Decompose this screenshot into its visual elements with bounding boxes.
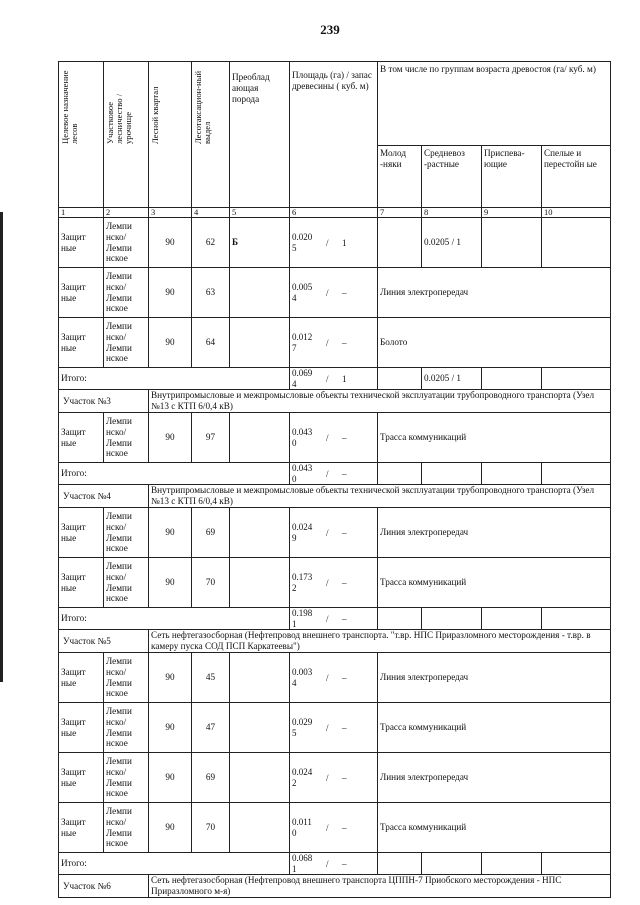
young-cell bbox=[378, 463, 422, 485]
breed-cell bbox=[230, 413, 290, 463]
area-volume-cell bbox=[290, 368, 378, 390]
area-value: 0.012 7 bbox=[292, 332, 313, 353]
note-cell: Линия электропередач bbox=[378, 508, 611, 558]
note-cell: Трасса коммуникаций bbox=[378, 703, 611, 753]
breed-cell bbox=[230, 653, 290, 703]
volume-value: – bbox=[342, 822, 347, 833]
volume-value: – bbox=[342, 468, 347, 479]
total-row bbox=[59, 463, 611, 485]
quarter-cell: 90 bbox=[149, 558, 192, 608]
forestry-cell: Лемпи нско/ Лемпи нское bbox=[104, 558, 149, 608]
area-separator: / bbox=[326, 858, 329, 869]
volume-value: – bbox=[342, 337, 347, 348]
table-row bbox=[59, 753, 611, 803]
area-volume-cell bbox=[290, 653, 378, 703]
mature-cell bbox=[542, 853, 611, 875]
area-value: 0.068 1 bbox=[292, 853, 313, 874]
section-description: Сеть нефтегазосборная (Нефтепровод внешнего транспорта ЦППН-7 Приобского месторождения - НПС Приразломного м-я) bbox=[149, 875, 611, 898]
section-label: Участок №6 bbox=[59, 875, 149, 898]
total-label: Итого: bbox=[59, 608, 290, 630]
area-volume-cell bbox=[290, 703, 378, 753]
plot-cell: 70 bbox=[192, 803, 230, 853]
breed-cell bbox=[230, 803, 290, 853]
table-row bbox=[59, 218, 611, 268]
quarter-cell: 90 bbox=[149, 653, 192, 703]
plot-cell: 69 bbox=[192, 508, 230, 558]
purpose-cell: Защит ные bbox=[59, 803, 104, 853]
breed-cell: Б bbox=[230, 218, 290, 268]
area-value: 0.043 0 bbox=[292, 463, 313, 484]
header-ripening: Приспева-ющие bbox=[482, 146, 542, 208]
table-row bbox=[59, 558, 611, 608]
purpose-cell: Защит ные bbox=[59, 703, 104, 753]
table-row bbox=[59, 318, 611, 368]
total-row bbox=[59, 608, 611, 630]
table-row bbox=[59, 803, 611, 853]
area-separator: / bbox=[326, 613, 329, 624]
area-value: 0.011 0 bbox=[292, 817, 312, 838]
quarter-cell: 90 bbox=[149, 318, 192, 368]
area-value: 0.173 2 bbox=[292, 572, 313, 593]
breed-cell bbox=[230, 753, 290, 803]
area-separator: / bbox=[326, 577, 329, 588]
volume-value: – bbox=[342, 672, 347, 683]
forestry-cell: Лемпи нско/ Лемпи нское bbox=[104, 703, 149, 753]
section-description: Внутрипромысловые и межпромысловые объекты технической эксплуатации трубопроводного транспорта (Узел №13 с КТП 6/0,4 кВ) bbox=[149, 390, 611, 413]
quarter-cell: 90 bbox=[149, 508, 192, 558]
table-row bbox=[59, 508, 611, 558]
middle-age-cell: 0.0205 / 1 bbox=[422, 368, 482, 390]
purpose-cell: Защит ные bbox=[59, 268, 104, 318]
area-separator: / bbox=[326, 822, 329, 833]
breed-cell bbox=[230, 268, 290, 318]
header-quarter: Лесной квартал bbox=[149, 62, 192, 208]
breed-cell bbox=[230, 318, 290, 368]
section-header-row bbox=[59, 485, 611, 508]
area-separator: / bbox=[326, 468, 329, 479]
area-value: 0.198 1 bbox=[292, 608, 313, 629]
volume-value: – bbox=[342, 772, 347, 783]
section-description: Сеть нефтегазосборная (Нефтепровод внешнего транспорта. "т.вр. НПС Приразломного месторождения - т.вр. в камеру пуска СОД ПСП Каркатеевы") bbox=[149, 630, 611, 653]
plot-cell: 97 bbox=[192, 413, 230, 463]
area-value: 0.043 0 bbox=[292, 427, 313, 448]
header-young: Молод -няки bbox=[378, 146, 422, 208]
area-volume-cell bbox=[290, 753, 378, 803]
ripening-cell bbox=[482, 608, 542, 630]
area-volume-cell bbox=[290, 318, 378, 368]
forestry-cell: Лемпи нско/ Лемпи нское bbox=[104, 803, 149, 853]
volume-value: – bbox=[342, 527, 347, 538]
table-row bbox=[59, 653, 611, 703]
area-separator: / bbox=[326, 237, 329, 248]
scan-edge-mark bbox=[0, 212, 3, 682]
header-age-groups: В том числе по группам возраста древостоя (га/ куб. м) bbox=[378, 62, 611, 146]
purpose-cell: Защит ные bbox=[59, 318, 104, 368]
plot-cell: 64 bbox=[192, 318, 230, 368]
table-row bbox=[59, 268, 611, 318]
note-cell: Болото bbox=[378, 318, 611, 368]
header-mature: Спелые и перестойн ые bbox=[542, 146, 611, 208]
area-value: 0.024 2 bbox=[292, 767, 313, 788]
section-header-row bbox=[59, 875, 611, 898]
mature-cell bbox=[542, 368, 611, 390]
forestry-cell: Лемпи нско/ Лемпи нское bbox=[104, 218, 149, 268]
plot-cell: 70 bbox=[192, 558, 230, 608]
quarter-cell: 90 bbox=[149, 268, 192, 318]
section-label: Участок №5 bbox=[59, 630, 149, 653]
area-volume-cell bbox=[290, 413, 378, 463]
ripening-cell bbox=[482, 463, 542, 485]
area-separator: / bbox=[326, 432, 329, 443]
quarter-cell: 90 bbox=[149, 803, 192, 853]
area-separator: / bbox=[326, 337, 329, 348]
forestry-cell: Лемпи нско/ Лемпи нское bbox=[104, 653, 149, 703]
note-cell: Трасса коммуникаций bbox=[378, 558, 611, 608]
area-separator: / bbox=[326, 373, 329, 384]
page-number: 239 bbox=[320, 22, 340, 37]
note-cell: Линия электропередач bbox=[378, 653, 611, 703]
breed-cell bbox=[230, 508, 290, 558]
volume-value: 1 bbox=[342, 237, 347, 248]
total-label: Итого: bbox=[59, 368, 290, 390]
area-separator: / bbox=[326, 287, 329, 298]
header-forestry: Участковое лесничество / урочище bbox=[104, 62, 149, 208]
plot-cell: 62 bbox=[192, 218, 230, 268]
plot-cell: 47 bbox=[192, 703, 230, 753]
area-value: 0.024 9 bbox=[292, 522, 313, 543]
forestry-cell: Лемпи нско/ Лемпи нское bbox=[104, 413, 149, 463]
area-volume-cell bbox=[290, 218, 378, 268]
section-header-row bbox=[59, 390, 611, 413]
purpose-cell: Защит ные bbox=[59, 558, 104, 608]
area-value: 0.020 5 bbox=[292, 232, 313, 253]
quarter-cell: 90 bbox=[149, 753, 192, 803]
mature-cell bbox=[542, 218, 611, 268]
area-separator: / bbox=[326, 772, 329, 783]
middle-age-cell: 0.0205 / 1 bbox=[422, 218, 482, 268]
plot-cell: 69 bbox=[192, 753, 230, 803]
section-label: Участок №4 bbox=[59, 485, 149, 508]
area-volume-cell bbox=[290, 608, 378, 630]
note-cell: Линия электропередач bbox=[378, 268, 611, 318]
young-cell bbox=[378, 218, 422, 268]
quarter-cell: 90 bbox=[149, 703, 192, 753]
ripening-cell bbox=[482, 853, 542, 875]
area-volume-cell bbox=[290, 803, 378, 853]
total-row bbox=[59, 368, 611, 390]
note-cell: Трасса коммуникаций bbox=[378, 803, 611, 853]
table-row bbox=[59, 413, 611, 463]
total-label: Итого: bbox=[59, 853, 290, 875]
middle-age-cell bbox=[422, 463, 482, 485]
plot-cell: 45 bbox=[192, 653, 230, 703]
table-row bbox=[59, 703, 611, 753]
breed-cell bbox=[230, 703, 290, 753]
mature-cell bbox=[542, 463, 611, 485]
mature-cell bbox=[542, 608, 611, 630]
area-separator: / bbox=[326, 722, 329, 733]
header-breed: Преоблад ающая порода bbox=[230, 62, 290, 208]
note-cell: Линия электропередач bbox=[378, 753, 611, 803]
area-volume-cell bbox=[290, 463, 378, 485]
area-value: 0.005 4 bbox=[292, 282, 313, 303]
plot-cell: 63 bbox=[192, 268, 230, 318]
young-cell bbox=[378, 608, 422, 630]
volume-value: – bbox=[342, 722, 347, 733]
area-separator: / bbox=[326, 672, 329, 683]
forestry-cell: Лемпи нско/ Лемпи нское bbox=[104, 268, 149, 318]
young-cell bbox=[378, 853, 422, 875]
ripening-cell bbox=[482, 368, 542, 390]
area-volume-cell bbox=[290, 508, 378, 558]
purpose-cell: Защит ные bbox=[59, 413, 104, 463]
quarter-cell: 90 bbox=[149, 413, 192, 463]
area-value: 0.003 4 bbox=[292, 667, 313, 688]
section-label: Участок №3 bbox=[59, 390, 149, 413]
area-volume-cell bbox=[290, 558, 378, 608]
purpose-cell: Защит ные bbox=[59, 653, 104, 703]
volume-value: – bbox=[342, 287, 347, 298]
header-middle: Средневоз -растные bbox=[422, 146, 482, 208]
header-purpose: Целевое назначение лесов bbox=[59, 62, 104, 208]
young-cell bbox=[378, 368, 422, 390]
breed-cell bbox=[230, 558, 290, 608]
area-value: 0.029 5 bbox=[292, 717, 313, 738]
area-separator: / bbox=[326, 527, 329, 538]
forestry-cell: Лемпи нско/ Лемпи нское bbox=[104, 508, 149, 558]
area-value: 0.069 4 bbox=[292, 368, 313, 389]
volume-value: – bbox=[342, 613, 347, 624]
area-volume-cell bbox=[290, 853, 378, 875]
section-header-row bbox=[59, 630, 611, 653]
note-cell: Трасса коммуникаций bbox=[378, 413, 611, 463]
middle-age-cell bbox=[422, 608, 482, 630]
volume-value: – bbox=[342, 432, 347, 443]
volume-value: – bbox=[342, 577, 347, 588]
area-volume-cell bbox=[290, 268, 378, 318]
header-area: Площадь (га) / запас древесины ( куб. м) bbox=[290, 62, 378, 208]
purpose-cell: Защит ные bbox=[59, 218, 104, 268]
volume-value: – bbox=[342, 858, 347, 869]
total-label: Итого: bbox=[59, 463, 290, 485]
purpose-cell: Защит ные bbox=[59, 508, 104, 558]
forest-allocation-table bbox=[58, 61, 611, 898]
ripening-cell bbox=[482, 218, 542, 268]
purpose-cell: Защит ные bbox=[59, 753, 104, 803]
volume-value: 1 bbox=[342, 373, 347, 384]
total-row bbox=[59, 853, 611, 875]
forestry-cell: Лемпи нско/ Лемпи нское bbox=[104, 318, 149, 368]
middle-age-cell bbox=[422, 853, 482, 875]
section-description: Внутрипромысловые и межпромысловые объекты технической эксплуатации трубопроводного транспорта (Узел №13 с КТП 6/0,4 кВ) bbox=[149, 485, 611, 508]
header-plot: Лесотаксацион-ный выдел bbox=[192, 62, 230, 208]
forestry-cell: Лемпи нско/ Лемпи нское bbox=[104, 753, 149, 803]
column-numbers-row: 1 2 3 4 5 6 7 8 9 10 bbox=[59, 208, 611, 218]
quarter-cell: 90 bbox=[149, 218, 192, 268]
